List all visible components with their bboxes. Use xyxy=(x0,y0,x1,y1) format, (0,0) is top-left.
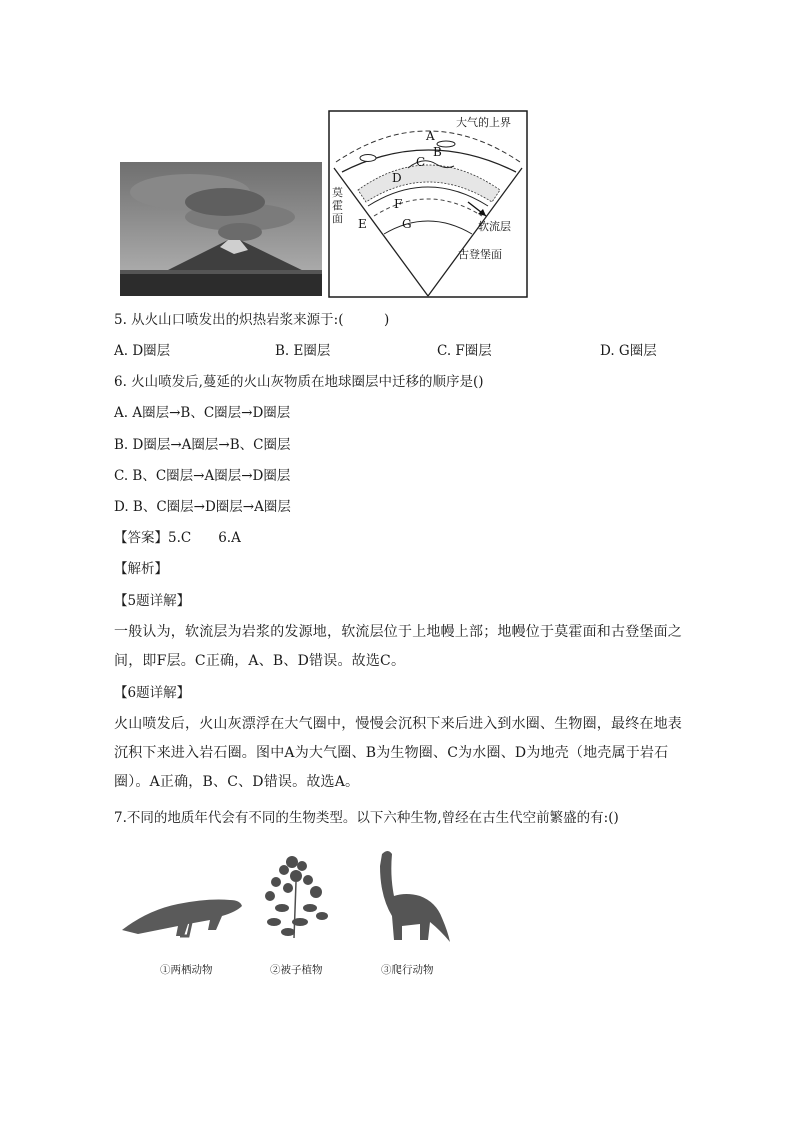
detail6-text: 火山喷发后，火山灰漂浮在大气圈中，慢慢会沉积下来后进入到水圈、生物圈，最终在地表沉积下来进入岩石圈。图中A为大气圈、B为生物圈、C为水圈、D为地壳（地壳属于岩石圈）。A正确，B、C、D错误。故选A。 xyxy=(114,716,682,790)
label-upper-bound: 大气的上界 xyxy=(456,116,511,129)
caption-reptile: ③爬行动物 xyxy=(381,964,434,976)
label-gutenberg: 古登堡面 xyxy=(458,248,502,261)
caption-angiosperm: ②被子植物 xyxy=(270,964,323,976)
q6-option-a: A. A圈层→B、C圈层→D圈层 xyxy=(114,405,291,421)
q5-option-c: C. F圈层 xyxy=(437,343,492,359)
caption-amphibian: ①两栖动物 xyxy=(160,964,213,976)
answer-text: 5.C 6.A xyxy=(168,530,241,546)
label-e: E xyxy=(358,217,367,231)
label-b: B xyxy=(433,145,442,159)
q6-option-b: B. D圈层→A圈层→B、C圈层 xyxy=(114,437,291,453)
label-f: F xyxy=(394,197,403,211)
answer-tag: 【答案】 xyxy=(114,530,168,546)
detail6-tag: 【6题详解】 xyxy=(114,685,191,701)
volcano-photo xyxy=(120,162,322,296)
q6-option-d: D. B、C圈层→D圈层→A圈层 xyxy=(114,499,291,515)
label-d: D xyxy=(392,171,402,185)
detail5-text: 一般认为，软流层为岩浆的发源地，软流层位于上地幔上部；地幔位于莫霍面和古登堡面之间，即F层。C正确，A、B、D错误。故选C。 xyxy=(114,624,682,669)
amphibian-figure xyxy=(118,870,248,950)
analysis-tag: 【解析】 xyxy=(114,561,168,577)
q5-option-b: B. E圈层 xyxy=(275,343,331,359)
q7-stem: 7.不同的地质年代会有不同的生物类型。以下六种生物,曾经在古生代空前繁盛的有:() xyxy=(114,810,619,826)
q5-option-d: D. G圈层 xyxy=(600,343,657,359)
q5-option-a: A. D圈层 xyxy=(114,343,171,359)
answer-line xyxy=(114,528,241,548)
angiosperm-figure xyxy=(256,852,336,942)
label-asthenosphere: 软流层 xyxy=(478,220,511,233)
earth-layers-diagram xyxy=(328,110,528,298)
reptile-figure xyxy=(366,846,452,946)
label-moho: 莫霍面 xyxy=(332,186,343,225)
q6-stem: 6. 火山喷发后,蔓延的火山灰物质在地球圈层中迁移的顺序是() xyxy=(114,374,484,390)
q5-stem: 5. 从火山口喷发出的炽热岩浆来源于:( ) xyxy=(114,312,390,328)
label-g: G xyxy=(402,217,412,231)
label-c: C xyxy=(416,155,426,169)
q6-option-c: C. B、C圈层→A圈层→D圈层 xyxy=(114,468,291,484)
label-a: A xyxy=(426,129,435,143)
detail5-tag: 【5题详解】 xyxy=(114,593,191,609)
